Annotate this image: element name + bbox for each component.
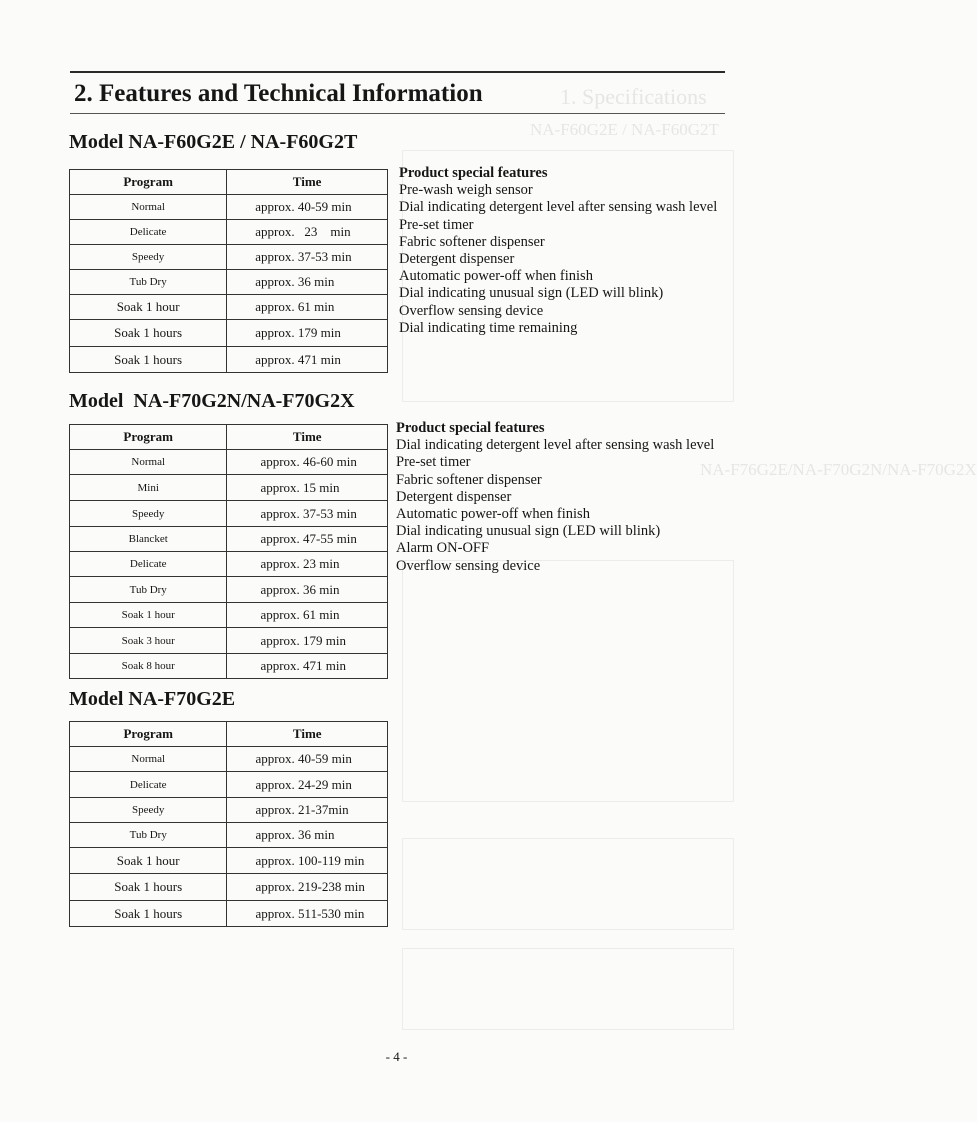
table-row xyxy=(70,628,388,654)
table-row xyxy=(70,245,388,270)
show-through-text: NA-F76G2E/NA-F70G2N/NA-F70G2X xyxy=(700,460,977,479)
program-cell: Soak 1 hours xyxy=(70,901,227,927)
table-row xyxy=(70,320,388,347)
program-cell: Soak 1 hours xyxy=(70,320,227,347)
time-cell: approx. 511-530 min xyxy=(227,901,388,927)
program-cell: Tub Dry xyxy=(70,823,227,848)
time-cell: approx. 100-119 min xyxy=(227,848,388,874)
feature-item: Detergent dispenser xyxy=(396,488,512,505)
time-cell: approx. 47-55 min xyxy=(227,527,388,552)
table-header-row xyxy=(70,170,388,195)
table-row xyxy=(70,195,388,220)
column-header-program: Program xyxy=(70,425,227,450)
time-cell: approx. 24-29 min xyxy=(227,772,388,798)
model-title: Model NA-F70G2E xyxy=(69,688,236,710)
table-row xyxy=(70,577,388,603)
program-cell: Soak 1 hour xyxy=(70,848,227,874)
time-cell: approx. 36 min xyxy=(227,823,388,848)
table-header-row xyxy=(70,722,388,747)
time-cell: approx. 40-59 min xyxy=(227,195,388,220)
table-row xyxy=(70,823,388,848)
table-row xyxy=(70,527,388,552)
feature-item: Detergent dispenser xyxy=(399,251,515,268)
time-cell: approx. 23 min xyxy=(227,552,388,577)
column-header-time: Time xyxy=(227,722,388,747)
program-cell: Mini xyxy=(70,475,227,501)
product-features xyxy=(399,165,717,337)
time-cell: approx. 179 min xyxy=(227,628,388,654)
column-header-program: Program xyxy=(70,722,227,747)
table-row xyxy=(70,501,388,527)
time-cell: approx. 61 min xyxy=(227,295,388,320)
show-through-box xyxy=(402,838,734,930)
show-through-box xyxy=(402,948,734,1030)
feature-item: Dial indicating unusual sign (LED will blink) xyxy=(399,285,664,302)
header-rule-top xyxy=(70,71,725,73)
features-heading: Product special features xyxy=(399,165,548,181)
program-cell: Soak 8 hour xyxy=(70,654,227,679)
section-title: 2. Features and Technical Information xyxy=(74,80,483,107)
time-cell: approx. 23 min xyxy=(227,220,388,245)
table-row xyxy=(70,772,388,798)
feature-item: Fabric softener dispenser xyxy=(396,471,542,488)
program-cell: Normal xyxy=(70,450,227,475)
time-cell: approx. 37-53 min xyxy=(227,501,388,527)
table-row xyxy=(70,552,388,577)
table-row xyxy=(70,798,388,823)
program-cell: Normal xyxy=(70,747,227,772)
program-cell: Blancket xyxy=(70,527,227,552)
program-cell: Delicate xyxy=(70,552,227,577)
table-row xyxy=(70,848,388,874)
show-through-text: 1. Specifications xyxy=(560,84,707,109)
program-cell: Delicate xyxy=(70,772,227,798)
table-row xyxy=(70,220,388,245)
time-cell: approx. 15 min xyxy=(227,475,388,501)
feature-item: Fabric softener dispenser xyxy=(399,233,545,250)
time-cell: approx. 179 min xyxy=(227,320,388,347)
features-heading: Product special features xyxy=(396,420,545,436)
program-cell: Tub Dry xyxy=(70,577,227,603)
feature-item: Dial indicating unusual sign (LED will blink) xyxy=(396,523,661,540)
column-header-time: Time xyxy=(227,170,388,195)
feature-item: Pre-wash weigh sensor xyxy=(399,182,533,199)
program-cell: Speedy xyxy=(70,501,227,527)
feature-item: Dial indicating time remaining xyxy=(399,319,578,336)
program-cell: Soak 1 hour xyxy=(70,603,227,628)
page-number: - 4 - xyxy=(385,1049,408,1064)
show-through-text: NA-F60G2E / NA-F60G2T xyxy=(530,120,719,139)
program-cell: Soak 1 hours xyxy=(70,874,227,901)
header-rule-bottom xyxy=(70,113,725,114)
table-row xyxy=(70,270,388,295)
table-row xyxy=(70,475,388,501)
feature-item: Alarm ON-OFF xyxy=(396,540,490,557)
show-through-box xyxy=(402,560,734,802)
feature-item: Dial indicating detergent level after sensing wash level xyxy=(396,437,715,454)
table-row xyxy=(70,295,388,320)
table-row xyxy=(70,347,388,373)
program-cell: Tub Dry xyxy=(70,270,227,295)
table-row xyxy=(70,603,388,628)
time-cell: approx. 471 min xyxy=(227,347,388,373)
feature-item: Pre-set timer xyxy=(399,216,474,233)
program-cell: Soak 1 hour xyxy=(70,295,227,320)
feature-item: Dial indicating detergent level after sensing wash level xyxy=(399,199,718,216)
table-row xyxy=(70,901,388,927)
feature-item: Automatic power-off when finish xyxy=(399,268,593,285)
column-header-program: Program xyxy=(70,170,227,195)
table-row xyxy=(70,654,388,679)
time-cell: approx. 40-59 min xyxy=(227,747,388,772)
feature-item: Pre-set timer xyxy=(396,454,471,471)
feature-item: Automatic power-off when finish xyxy=(396,506,590,523)
column-header-time: Time xyxy=(227,425,388,450)
time-cell: approx. 36 min xyxy=(227,270,388,295)
program-cell: Delicate xyxy=(70,220,227,245)
feature-item: Overflow sensing device xyxy=(396,557,541,574)
time-cell: approx. 21-37min xyxy=(227,798,388,823)
time-cell: approx. 37-53 min xyxy=(227,245,388,270)
table-row xyxy=(70,874,388,901)
program-cell: Speedy xyxy=(70,245,227,270)
program-cell: Normal xyxy=(70,195,227,220)
table-row xyxy=(70,450,388,475)
program-cell: Soak 3 hour xyxy=(70,628,227,654)
time-cell: approx. 61 min xyxy=(227,603,388,628)
table-header-row xyxy=(70,425,388,450)
feature-item: Overflow sensing device xyxy=(399,302,544,319)
time-cell: approx. 219-238 min xyxy=(227,874,388,901)
model-title: Model NA-F70G2N/NA-F70G2X xyxy=(69,390,355,412)
program-time-table xyxy=(69,424,388,679)
program-time-table xyxy=(69,169,388,373)
time-cell: approx. 36 min xyxy=(227,577,388,603)
table-row xyxy=(70,747,388,772)
model-title: Model NA-F60G2E / NA-F60G2T xyxy=(69,131,358,153)
time-cell: approx. 46-60 min xyxy=(227,450,388,475)
program-cell: Speedy xyxy=(70,798,227,823)
program-time-table xyxy=(69,721,388,927)
product-features xyxy=(396,420,714,575)
program-cell: Soak 1 hours xyxy=(70,347,227,373)
time-cell: approx. 471 min xyxy=(227,654,388,679)
